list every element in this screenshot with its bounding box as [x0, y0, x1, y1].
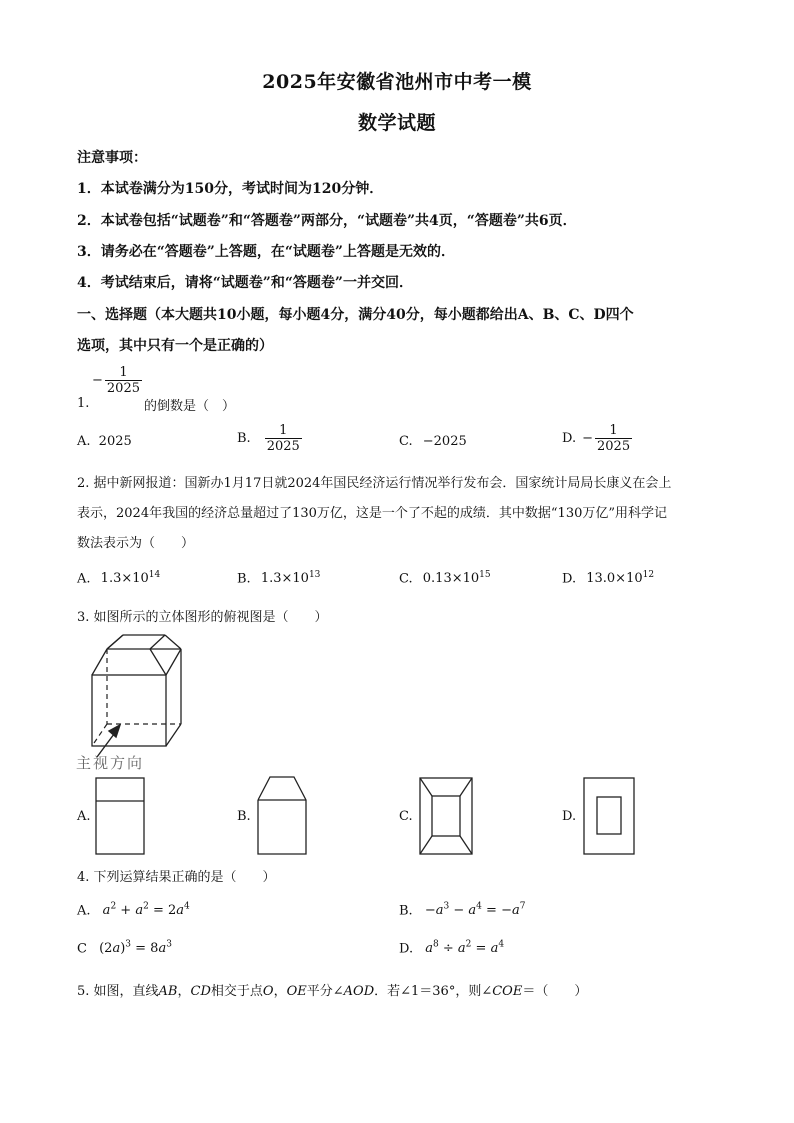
q5-text-part: 5. 如图，直线 — [77, 984, 159, 999]
page-subtitle: 数学试题 — [357, 112, 436, 134]
solid-front-face — [92, 675, 166, 746]
q3-option-c-label[interactable]: C. — [399, 809, 413, 824]
q2-option-d-exp: 12 — [642, 570, 655, 580]
q1-suffix: 的倒数是（ ） — [144, 399, 236, 414]
q2-option-c-label: C. — [399, 571, 413, 587]
q4-option-b[interactable] — [399, 902, 525, 918]
q2-option-d-label: D. — [562, 571, 577, 587]
q3-text: 3. 如图所示的立体图形的俯视图是（ ） — [77, 610, 328, 625]
q1-option-b-num: 1 — [279, 423, 288, 438]
q2-option-c-exp: 15 — [479, 570, 491, 580]
q1-option-b-label: B. — [237, 431, 251, 447]
q3-option-b-label[interactable]: B. — [237, 809, 251, 824]
q2-option-c-base: 0.13×10 — [422, 571, 480, 587]
q5-angle-aod: AOD — [343, 984, 375, 999]
q2-option-a-base: 1.3×10 — [100, 571, 149, 587]
q2-option-b-exp: 13 — [308, 570, 321, 580]
q5-text-part: ， — [273, 984, 287, 999]
q5-point-o: O — [262, 984, 274, 999]
q1-option-c-label: C. — [399, 434, 413, 449]
q1-denominator: 2025 — [106, 380, 140, 396]
q2-line1: 2. 据中新网报道：国新办1月17日就2024年国民经济运行情况举行发布会．国家统计局局长康义在会上 — [77, 476, 672, 491]
q1-option-d-num: 1 — [609, 423, 618, 438]
q3-option-d-label[interactable]: D. — [562, 809, 577, 824]
q5-text-part: 相交于点 — [210, 984, 263, 999]
q1-option-a-label: A. — [77, 434, 91, 449]
q2-line3: 数法表示为（ ） — [77, 536, 195, 551]
q2-line2: 表示，2024年我国的经济总量超过了130万亿，这是一个了不起的成绩．其中数据“130万亿”用科学记 — [77, 506, 668, 521]
q5-line-ab: AB — [158, 984, 178, 999]
section-heading-line2: 选项，其中只有一个是正确的） — [77, 338, 273, 354]
notes-heading: 注意事项： — [77, 150, 147, 166]
q1-number: 1. — [77, 396, 90, 411]
q4-text: 4. 下列运算结果正确的是（ ） — [77, 870, 276, 885]
note-item-4: 4．考试结束后，请将“试题卷”和“答题卷”一并交回． — [77, 275, 413, 291]
q3-option-d-figure — [584, 778, 634, 854]
q4-option-a[interactable] — [77, 902, 190, 918]
q4-option-d-label: D. — [399, 941, 414, 957]
q4-option-b-expr: $-a^3 - a^4 = -a^7$ — [424, 902, 526, 919]
q4-option-c-expr: $(2a)^3 = 8a^3$ — [99, 940, 172, 957]
q4-option-c[interactable] — [77, 940, 172, 956]
q4-option-a-expr: $a^2 + a^2 = 2a^4$ — [102, 902, 190, 919]
q1-option-a-value: 2025 — [98, 434, 132, 449]
q5-text-part: ．若∠1＝36°，则∠ — [374, 984, 493, 999]
q5-text-part: ， — [177, 984, 191, 999]
q1-option-d-label: D. — [562, 431, 577, 447]
q5-text-part: ＝（ ） — [522, 984, 588, 999]
q5-text — [77, 980, 587, 999]
q5-line-cd: CD — [190, 984, 211, 999]
q3-option-a-label[interactable]: A. — [77, 809, 91, 824]
q1-option-b-den: 2025 — [266, 438, 300, 454]
note-item-1: 1．本试卷满分为150分，考试时间为120分钟． — [77, 181, 384, 197]
note-item-2: 2．本试卷包括“试题卷”和“答题卷”两部分，“试题卷”共4页，“答题卷”共6页． — [77, 213, 577, 229]
q3-option-b-figure — [258, 777, 306, 854]
q2-option-d-base: 13.0×10 — [586, 571, 643, 587]
q1-option-d-den: 2025 — [597, 438, 631, 454]
q5-text-part: 平分∠ — [306, 984, 344, 999]
q4-option-a-label: A. — [77, 903, 91, 919]
q4-option-b-label: B. — [399, 903, 413, 919]
q2-option-a-label: A. — [77, 571, 91, 587]
q1-option-c-value: −2025 — [422, 434, 467, 449]
q4-option-c-label: C — [77, 941, 87, 957]
q3-view-direction-caption: 主视方向 — [76, 754, 145, 772]
q1-numerator: 1 — [119, 365, 128, 380]
q2-option-b-base: 1.3×10 — [260, 571, 309, 587]
q2-option-b-label: B. — [237, 571, 251, 587]
q4-option-d[interactable] — [399, 940, 504, 956]
q5-angle-coe: COE — [492, 984, 523, 999]
q4-option-d-expr: $a^8 \div a^2 = a^4$ — [425, 940, 505, 957]
q1-minus: − — [92, 373, 103, 389]
section-heading-line1: 一、选择题（本大题共10小题，每小题4分，满分40分，每小题都给出A、B、C、D四个 — [77, 307, 634, 323]
note-item-3: 3．请务必在“答题卷”上答题，在“试题卷”上答题是无效的． — [77, 244, 455, 260]
q5-ray-oe: OE — [286, 984, 307, 999]
q3-option-a-figure — [96, 778, 144, 854]
page-title: 2025年安徽省池州市中考一模 — [262, 71, 532, 93]
q2-option-a-exp: 14 — [148, 570, 161, 580]
q3-option-c-figure — [420, 778, 472, 854]
q1-option-d-minus: − — [582, 431, 593, 447]
